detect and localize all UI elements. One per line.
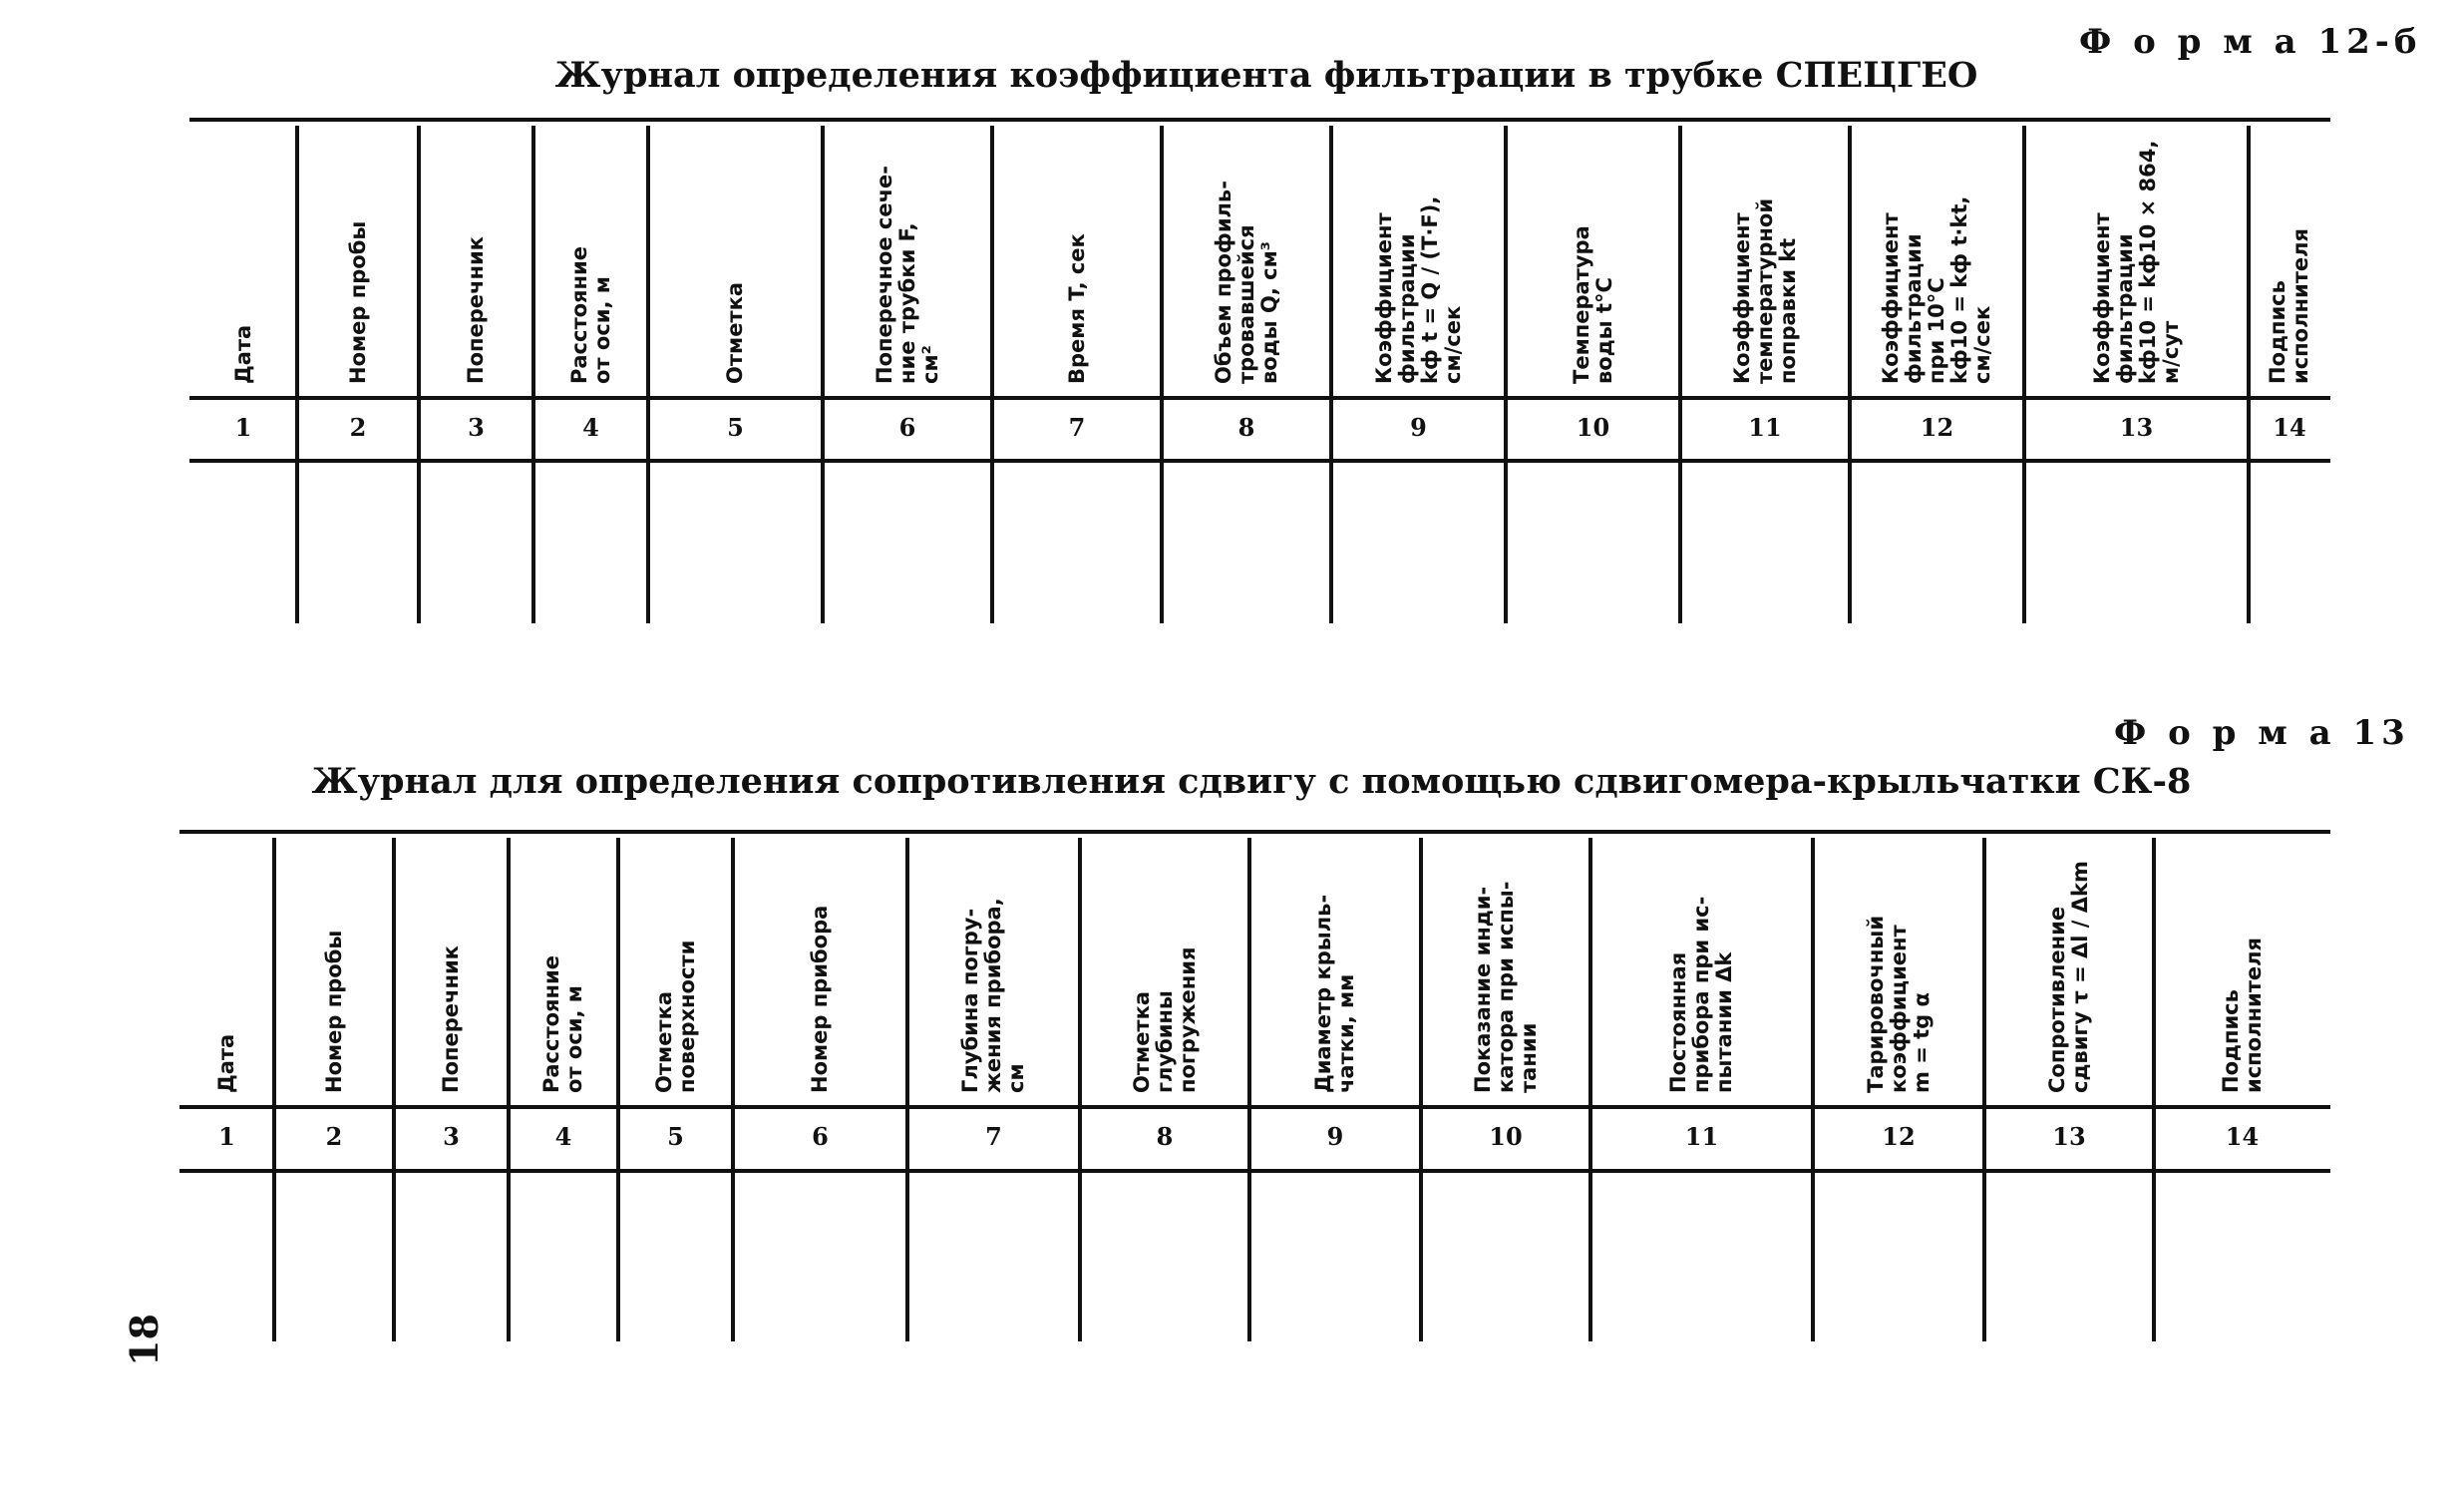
column-number: 9 [1410, 413, 1427, 442]
column-number: 8 [1156, 1122, 1174, 1151]
column-header-line: Поперечник [464, 236, 488, 384]
column-header-line: фильтрации [1902, 233, 1926, 384]
column-divider [1504, 399, 1508, 459]
column-header-line: погружения [1175, 946, 1200, 1093]
column-header-line: при 10°C [1925, 277, 1948, 384]
column-header [2091, 141, 2183, 384]
column-header-line: температурной [1752, 197, 1777, 384]
column-divider [2022, 126, 2026, 396]
column-number: 6 [812, 1122, 829, 1151]
column-header-line: Диаметр крыль- [1311, 894, 1335, 1093]
column-divider [2247, 463, 2251, 623]
column-divider [1329, 126, 1333, 396]
column-divider [295, 126, 299, 396]
column-number: 12 [1920, 413, 1954, 442]
column-divider [1678, 463, 1682, 623]
column-divider [1419, 1108, 1423, 1169]
column-number: 7 [985, 1122, 1002, 1151]
column-divider [1247, 1173, 1251, 1341]
column-divider [1588, 838, 1592, 1105]
column-divider [1329, 399, 1333, 459]
column-header-line: Тарировочный [1863, 915, 1888, 1093]
column-header-line: Отметка [651, 990, 676, 1093]
column-divider [2247, 126, 2251, 396]
column-number: 14 [2225, 1122, 2260, 1151]
column-header-line: см [1004, 1063, 1028, 1093]
column-number: 5 [727, 413, 744, 442]
column-header [347, 221, 370, 384]
column-divider [646, 399, 650, 459]
column-header-line: исполнителя [2241, 938, 2266, 1093]
column-divider [1982, 1173, 1986, 1341]
column-number: 7 [1068, 413, 1086, 442]
column-header [232, 325, 255, 384]
column-divider [1678, 399, 1682, 459]
column-header-line: Дата [230, 324, 255, 384]
column-header-line: Объем профиль- [1211, 181, 1235, 384]
column-header-line: Поперечное сече- [872, 165, 896, 384]
column-divider [990, 126, 994, 396]
column-number: 2 [325, 1122, 343, 1151]
column-number: 11 [1748, 413, 1782, 442]
column-divider [507, 1173, 511, 1341]
column-divider [392, 838, 396, 1105]
column-divider [1588, 1173, 1592, 1341]
column-divider [2152, 1173, 2156, 1341]
column-header-line: воды t°C [1591, 277, 1616, 384]
column-divider [1329, 463, 1333, 623]
column-header-line: см² [917, 345, 942, 384]
column-header [2267, 228, 2312, 384]
column-divider [731, 838, 735, 1105]
column-number: 10 [1576, 413, 1610, 442]
column-header [2046, 861, 2092, 1093]
column-number: 8 [1237, 413, 1255, 442]
column-header-line: от оси, м [562, 985, 586, 1093]
form-12b-header-rule [189, 396, 2330, 400]
column-header [440, 945, 463, 1093]
column-divider [1419, 1173, 1423, 1341]
column-divider [1982, 1108, 1986, 1169]
column-divider [1078, 838, 1082, 1105]
column-divider [1504, 463, 1508, 623]
column-number: 12 [1882, 1122, 1916, 1151]
column-header [1213, 181, 1281, 384]
column-header [874, 166, 942, 384]
column-header-line: исполнителя [2288, 228, 2312, 384]
column-header [1066, 233, 1089, 384]
column-divider [990, 399, 994, 459]
column-divider [1811, 1108, 1815, 1169]
page-number: 18 [122, 1314, 167, 1366]
column-divider [1848, 126, 1852, 396]
column-header-line: Номер прибора [808, 905, 832, 1093]
column-header [465, 236, 488, 384]
form-12b-label: Ф о р м а 12-б [2079, 22, 2422, 62]
column-header [653, 940, 699, 1093]
column-divider [272, 838, 276, 1105]
column-header-line: фильтрации [1394, 233, 1419, 384]
column-divider [1247, 1108, 1251, 1169]
column-divider [417, 463, 421, 623]
column-divider [272, 1108, 276, 1169]
column-divider [646, 463, 650, 623]
column-divider [646, 126, 650, 396]
column-number: 4 [582, 413, 599, 442]
column-header-line: катора при испы- [1493, 881, 1518, 1093]
column-divider [1588, 1108, 1592, 1169]
column-number: 1 [218, 1122, 235, 1151]
column-divider [531, 126, 535, 396]
column-header-line: воды Q, см³ [1256, 241, 1281, 384]
column-header-line: Поперечник [439, 945, 463, 1093]
column-header-line: тровавшейся [1233, 224, 1258, 384]
column-header-line: тании [1516, 1022, 1541, 1093]
column-header-line: Номер пробы [345, 220, 370, 384]
column-header [1131, 947, 1200, 1093]
column-header-line: Коэффициент [1371, 212, 1396, 384]
column-divider [905, 1173, 909, 1341]
form-12b-top-rule [189, 118, 2330, 122]
column-divider [821, 126, 825, 396]
column-header-line: коэффициент [1886, 925, 1911, 1093]
column-number: 13 [2052, 1122, 2086, 1151]
column-divider [507, 838, 511, 1105]
column-number: 3 [468, 413, 485, 442]
column-header [215, 1034, 238, 1093]
form-13-header-rule [179, 1105, 2330, 1109]
column-number: 1 [234, 413, 252, 442]
column-divider [1160, 126, 1164, 396]
column-header [1880, 196, 1994, 384]
column-header [809, 906, 832, 1093]
column-divider [1848, 399, 1852, 459]
column-header-line: Постоянная [1666, 951, 1690, 1093]
column-header [540, 955, 586, 1093]
column-number: 13 [2119, 413, 2154, 442]
column-header-line: m = tg α [1909, 992, 1934, 1093]
column-divider [1419, 838, 1423, 1105]
column-number: 5 [667, 1122, 684, 1151]
column-divider [507, 1108, 511, 1169]
column-header [1731, 198, 1800, 384]
column-header-line: Подпись [2218, 989, 2243, 1093]
column-header-line: Температура [1569, 225, 1593, 384]
column-divider [616, 1108, 620, 1169]
column-divider [731, 1108, 735, 1169]
column-divider [990, 463, 994, 623]
column-header [1373, 196, 1465, 384]
column-header-line: см/сек [1970, 305, 1994, 384]
column-header-line: Номер пробы [321, 930, 346, 1093]
column-divider [417, 126, 421, 396]
column-header-line: Коэффициент [1879, 212, 1903, 384]
column-divider [272, 1173, 276, 1341]
column-divider [1811, 838, 1815, 1105]
column-divider [2247, 399, 2251, 459]
column-divider [392, 1173, 396, 1341]
column-header-line: глубины [1152, 990, 1177, 1093]
column-header-line: kф t = Q / (T·F), [1417, 195, 1442, 384]
column-header-line: жения прибора, [981, 898, 1005, 1093]
column-header-line: Дата [214, 1033, 238, 1093]
column-divider [2152, 838, 2156, 1105]
column-header [1667, 897, 1736, 1093]
form-13-label: Ф о р м а 13 [2114, 713, 2410, 753]
column-header [1571, 225, 1616, 384]
column-divider [1078, 1173, 1082, 1341]
column-header-line: поверхности [674, 940, 699, 1093]
form-12b-title: Журнал определения коэффициента фильтрации в трубке СПЕЦГЕО [554, 55, 1978, 96]
column-header [568, 246, 614, 384]
column-divider [2152, 1108, 2156, 1169]
column-header-line: Подпись [2266, 280, 2289, 384]
column-header-line: прибора при ис- [1689, 896, 1713, 1093]
column-header-line: фильтрации [2112, 233, 2137, 384]
column-divider [1678, 126, 1682, 396]
column-divider [295, 399, 299, 459]
column-divider [1811, 1173, 1815, 1341]
column-divider [1160, 463, 1164, 623]
column-header-line: чатки, мм [1334, 973, 1358, 1093]
column-header [724, 282, 747, 384]
column-header-line: Глубина погру- [958, 908, 982, 1093]
column-header-line: пытании Δk [1712, 951, 1736, 1093]
column-header-line: Сопротивление [2045, 906, 2069, 1093]
column-number: 3 [443, 1122, 460, 1151]
form-12b-number-rule [189, 459, 2330, 463]
column-divider [295, 463, 299, 623]
column-header-line: поправки kt [1775, 237, 1800, 384]
form-13-number-rule [179, 1169, 2330, 1173]
column-header-line: kф10 = kф t·kt, [1947, 195, 1971, 384]
column-divider [531, 399, 535, 459]
column-divider [616, 838, 620, 1105]
column-divider [731, 1173, 735, 1341]
column-header-line: kф10 = kф10 × 864, [2135, 140, 2160, 384]
column-divider [417, 399, 421, 459]
column-number: 14 [2273, 413, 2306, 442]
column-header-line: Показание инди- [1470, 886, 1495, 1093]
column-number: 6 [898, 413, 916, 442]
column-header-line: м/сут [2158, 320, 2183, 384]
column-header-line: сдвигу τ = Δl / Δkm [2068, 861, 2092, 1093]
column-divider [1848, 463, 1852, 623]
column-number: 2 [349, 413, 367, 442]
column-header [2220, 938, 2266, 1093]
column-divider [2022, 463, 2026, 623]
column-header-line: Время T, сек [1064, 233, 1089, 384]
column-divider [392, 1108, 396, 1169]
column-number: 11 [1684, 1122, 1719, 1151]
column-divider [1982, 838, 1986, 1105]
column-header [959, 898, 1028, 1093]
form-13-top-rule [179, 830, 2330, 834]
column-divider [2022, 399, 2026, 459]
column-divider [1247, 838, 1251, 1105]
column-divider [1160, 399, 1164, 459]
column-number: 9 [1326, 1122, 1344, 1151]
column-divider [821, 463, 825, 623]
column-divider [905, 838, 909, 1105]
column-header-line: см/сек [1440, 305, 1465, 384]
column-header-line: Расстояние [539, 954, 563, 1093]
column-header-line: Расстояние [566, 245, 591, 384]
column-header-line: Отметка [723, 281, 747, 384]
column-number: 10 [1489, 1122, 1523, 1151]
column-divider [531, 463, 535, 623]
column-header [1312, 895, 1358, 1093]
column-header-line: Коэффициент [2089, 212, 2114, 384]
column-header-line: от оси, м [589, 276, 614, 384]
column-divider [616, 1173, 620, 1341]
column-header [1472, 882, 1541, 1093]
column-header-line: ние трубки F, [894, 222, 919, 384]
column-divider [905, 1108, 909, 1169]
column-header [1865, 916, 1934, 1093]
column-divider [1078, 1108, 1082, 1169]
column-divider [821, 399, 825, 459]
form-13-title: Журнал для определения сопротивления сдвигу с помощью сдвигомера-крыльчатки СК-8 [311, 761, 2192, 802]
column-header [323, 931, 346, 1093]
column-number: 4 [554, 1122, 572, 1151]
column-divider [1504, 126, 1508, 396]
column-header-line: Отметка [1129, 990, 1154, 1093]
column-header-line: Коэффициент [1729, 212, 1754, 384]
